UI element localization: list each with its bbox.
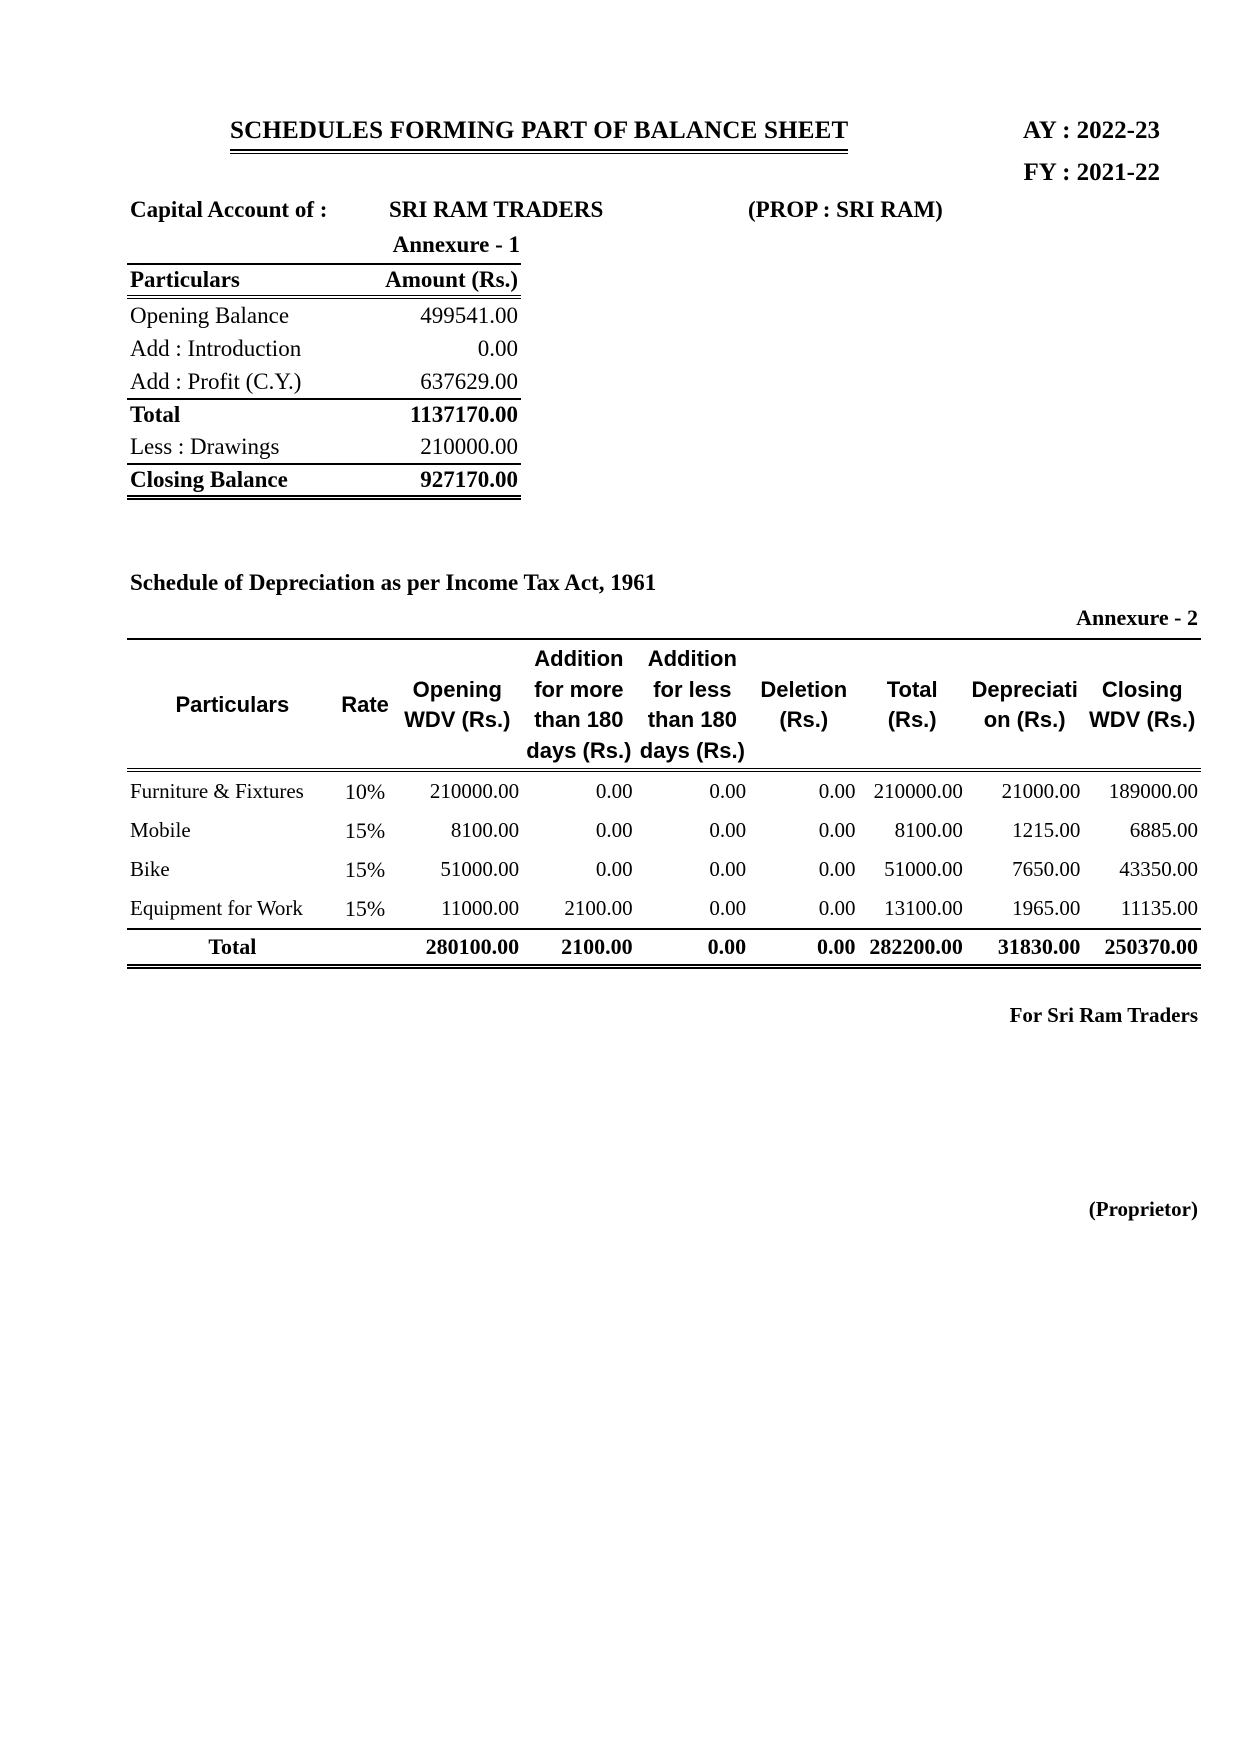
total-opening: 280100.00	[392, 929, 522, 967]
row-addition-less-180: 0.00	[709, 779, 747, 803]
row-addition-less-180: 0.00	[709, 896, 747, 920]
total-amount: 1137170.00	[348, 399, 521, 430]
row-addition-more-180: 0.00	[595, 857, 633, 881]
row-addition-less-180: 0.00	[709, 818, 747, 842]
row-depreciation: 1215.00	[1012, 818, 1081, 842]
depreciation-row	[127, 850, 1201, 889]
row-depreciation: 1965.00	[1012, 896, 1081, 920]
signature-for-firm: For Sri Ram Traders	[1009, 1003, 1198, 1027]
annexure-1-label: Annexure - 1	[392, 232, 520, 257]
row-opening-wdv: 51000.00	[440, 857, 520, 881]
row-deletion: 0.00	[818, 779, 856, 803]
drawings-amount: 210000.00	[420, 434, 518, 459]
column-header-total: Total (Rs.)	[858, 639, 965, 770]
depreciation-table	[127, 638, 1201, 969]
column-header-amount: Amount (Rs.)	[348, 264, 521, 297]
row-amount: 0.00	[477, 336, 518, 361]
column-header-closing-wdv: Closing WDV (Rs.)	[1083, 639, 1201, 770]
capital-account-table	[127, 263, 521, 500]
total-deletion: 0.00	[749, 929, 858, 967]
capital-closing-row	[127, 464, 521, 498]
row-depreciation: 21000.00	[1001, 779, 1081, 803]
capital-total-row	[127, 399, 521, 430]
row-total: 51000.00	[884, 857, 963, 881]
row-total: 8100.00	[894, 818, 963, 842]
row-addition-more-180: 2100.00	[564, 896, 633, 920]
closing-label: Closing Balance	[127, 464, 348, 498]
row-particular: Add : Introduction	[130, 336, 302, 361]
total-depreciation: 31830.00	[966, 929, 1084, 967]
total-total: 282200.00	[858, 929, 965, 967]
row-rate: 15%	[344, 857, 386, 882]
depreciation-total-row	[127, 929, 1201, 967]
depreciation-row	[127, 770, 1201, 811]
row-depreciation: 7650.00	[1012, 857, 1081, 881]
capital-drawings-row	[127, 430, 521, 464]
row-amount: 637629.00	[420, 369, 518, 394]
row-rate: 15%	[344, 818, 386, 843]
row-addition-more-180: 0.00	[595, 818, 633, 842]
capital-row	[127, 365, 521, 399]
annexure-2-label: Annexure - 2	[1076, 605, 1198, 630]
column-header-particulars: Particulars	[127, 639, 338, 770]
firm-name: SRI RAM TRADERS	[389, 197, 604, 222]
column-header-opening-wdv: Opening WDV (Rs.)	[392, 639, 522, 770]
total-label: Total	[127, 399, 348, 430]
row-amount: 499541.00	[420, 303, 518, 328]
row-particular: Equipment for Work	[130, 896, 303, 920]
row-addition-more-180: 0.00	[595, 779, 633, 803]
row-deletion: 0.00	[818, 896, 856, 920]
total-closing: 250370.00	[1083, 929, 1201, 967]
row-deletion: 0.00	[818, 818, 856, 842]
proprietor-name: (PROP : SRI RAM)	[748, 197, 943, 222]
drawings-label: Less : Drawings	[130, 434, 280, 459]
capital-table-header	[127, 264, 521, 297]
row-closing-wdv: 11135.00	[1120, 896, 1198, 920]
total-add-more: 2100.00	[522, 929, 635, 967]
row-rate: 10%	[344, 779, 386, 804]
row-rate: 15%	[344, 896, 386, 921]
row-closing-wdv: 189000.00	[1108, 779, 1198, 803]
column-header-deletion: Deletion (Rs.)	[749, 639, 858, 770]
row-opening-wdv: 210000.00	[429, 779, 520, 803]
row-particular: Furniture & Fixtures	[130, 779, 304, 803]
row-particular: Add : Profit (C.Y.)	[130, 369, 302, 394]
closing-amount: 927170.00	[348, 464, 521, 498]
total-add-less: 0.00	[636, 929, 749, 967]
column-header-depreciation: Depreciati on (Rs.)	[966, 639, 1084, 770]
total-label: Total	[127, 929, 338, 967]
document-title	[230, 117, 848, 145]
column-header-addition-less-180: Addition for less than 180 days (Rs.)	[636, 639, 749, 770]
depreciation-table-header	[127, 639, 1201, 770]
row-deletion: 0.00	[818, 857, 856, 881]
column-header-particulars: Particulars	[127, 264, 348, 297]
column-header-rate: Rate	[338, 639, 393, 770]
row-closing-wdv: 6885.00	[1129, 818, 1198, 842]
row-opening-wdv: 11000.00	[441, 896, 520, 920]
row-total: 13100.00	[884, 896, 963, 920]
capital-account-label: Capital Account of :	[130, 197, 328, 222]
depreciation-row	[127, 811, 1201, 850]
signature-designation: (Proprietor)	[1088, 1197, 1198, 1221]
document-title-text: SCHEDULES FORMING PART OF BALANCE SHEET	[230, 117, 849, 144]
row-particular: Opening Balance	[130, 303, 290, 328]
column-header-addition-more-180: Addition for more than 180 days (Rs.)	[522, 639, 635, 770]
depreciation-row	[127, 889, 1201, 929]
depreciation-schedule-title: Schedule of Depreciation as per Income Tax Act, 1961	[130, 570, 657, 595]
title-double-underline	[230, 149, 848, 154]
row-particular: Mobile	[130, 818, 191, 842]
assessment-year: AY : 2022-23	[1022, 117, 1160, 144]
row-addition-less-180: 0.00	[709, 857, 747, 881]
row-particular: Bike	[130, 857, 170, 881]
total-rate	[338, 929, 393, 967]
financial-year: FY : 2021-22	[1023, 159, 1160, 186]
row-opening-wdv: 8100.00	[450, 818, 520, 842]
capital-row	[127, 332, 521, 365]
row-total: 210000.00	[873, 779, 963, 803]
capital-row	[127, 297, 521, 332]
row-closing-wdv: 43350.00	[1119, 857, 1198, 881]
